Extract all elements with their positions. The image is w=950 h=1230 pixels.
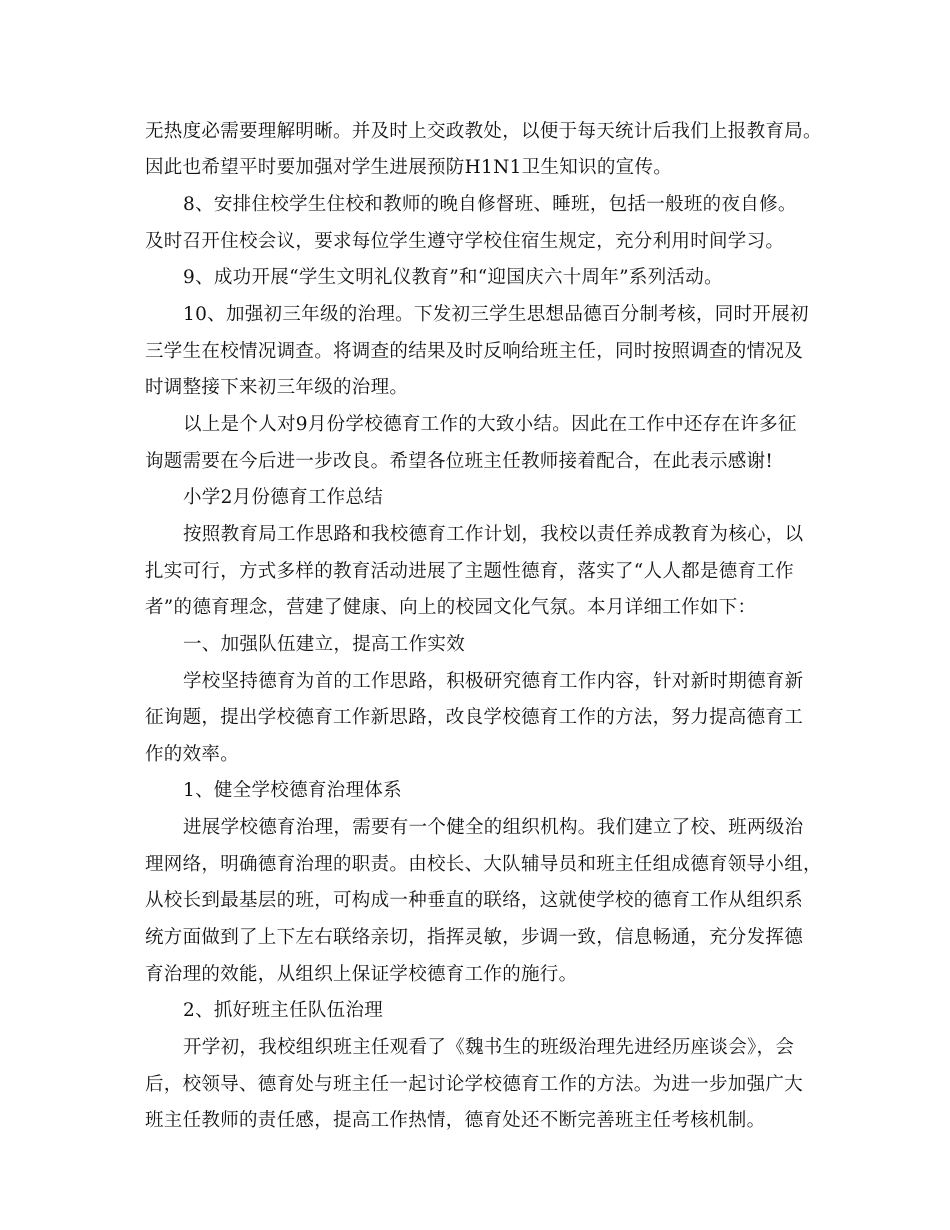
text-line: 无热度必需要理解明晰。并及时上交政教处，以便于每天统计后我们上报教育局。 (145, 121, 822, 142)
text-line: 10、加强初三年级的治理。下发初三学生思想品德百分制考核，同时开展初 (183, 304, 809, 325)
text-line: 育治理的效能，从组织上保证学校德育工作的施行。 (145, 964, 578, 985)
text-line: 时调整接下来初三年级的治理。 (145, 377, 409, 398)
text-line: 班主任教师的责任感，提高工作热情，德育处还不断完善班主任考核机制。 (145, 1110, 766, 1131)
text-line: 开学初，我校组织班主任观看了《魏书生的班级治理先进经历座谈会》，会 (183, 1037, 795, 1058)
text-line: 9、成功开展“学生文明礼仪教育”和“迎国庆六十周年”系列活动。 (183, 267, 723, 288)
text-line: 及时召开住校会议，要求每位学生遵守学校住宿生规定，充分利用时间学习。 (145, 231, 785, 252)
section-heading: 小学2月份德育工作总结 (183, 487, 384, 508)
text-line: 从校长到最基层的班，可构成一种垂直的联络，这就使学校的德育工作从组织系 (145, 890, 804, 911)
text-line: 理网络，明确德育治理的职责。由校长、大队辅导员和班主任组成德育领导小组， (145, 854, 822, 875)
text-line: 者”的德育理念，营建了健康、向上的校园文化气氛。本月详细工作如下： (145, 597, 757, 618)
text-line: 进展学校德育治理，需要有一个健全的组织机构。我们建立了校、班两级治 (183, 817, 804, 838)
text-line: 三学生在校情况调查。将调查的结果及时反响给班主任，同时按照调查的情况及 (145, 341, 804, 362)
text-line: 扎实可行，方式多样的教育活动进展了主题性德育，落实了“人人都是德育工作 (145, 561, 794, 582)
section-heading: 2、抓好班主任队伍治理 (183, 1000, 384, 1021)
text-line: 因此也希望平时要加强对学生进展预防H1N1卫生知识的宣传。 (145, 157, 673, 178)
text-line: 按照教育局工作思路和我校德育工作计划，我校以责任养成教育为核心，以 (183, 524, 804, 545)
text-line: 统方面做到了上下左右联络亲切，指挥灵敏，步调一致，信息畅通，充分发挥德 (145, 927, 804, 948)
section-heading: 1、健全学校德育治理体系 (183, 780, 402, 801)
text-line: 以上是个人对9月份学校德育工作的大致小结。因此在工作中还存在许多征 (183, 414, 797, 435)
text-line: 8、安排住校学生住校和教师的晚自修督班、睡班，包括一般班的夜自修。 (183, 194, 797, 215)
text-line: 学校坚持德育为首的工作思路，积极研究德育工作内容，针对新时期德育新 (183, 671, 804, 692)
text-line: 征询题，提出学校德育工作新思路，改良学校德育工作的方法，努力提高德育工 (145, 707, 804, 728)
section-heading: 一、加强队伍建立，提高工作实效 (183, 634, 466, 655)
text-line: 询题需要在今后进一步改良。希望各位班主任教师接着配合，在此表示感谢! (145, 451, 774, 472)
text-line: 后，校领导、德育处与班主任一起讨论学校德育工作的方法。为进一步加强广大 (145, 1074, 804, 1095)
text-line: 作的效率。 (145, 744, 240, 765)
